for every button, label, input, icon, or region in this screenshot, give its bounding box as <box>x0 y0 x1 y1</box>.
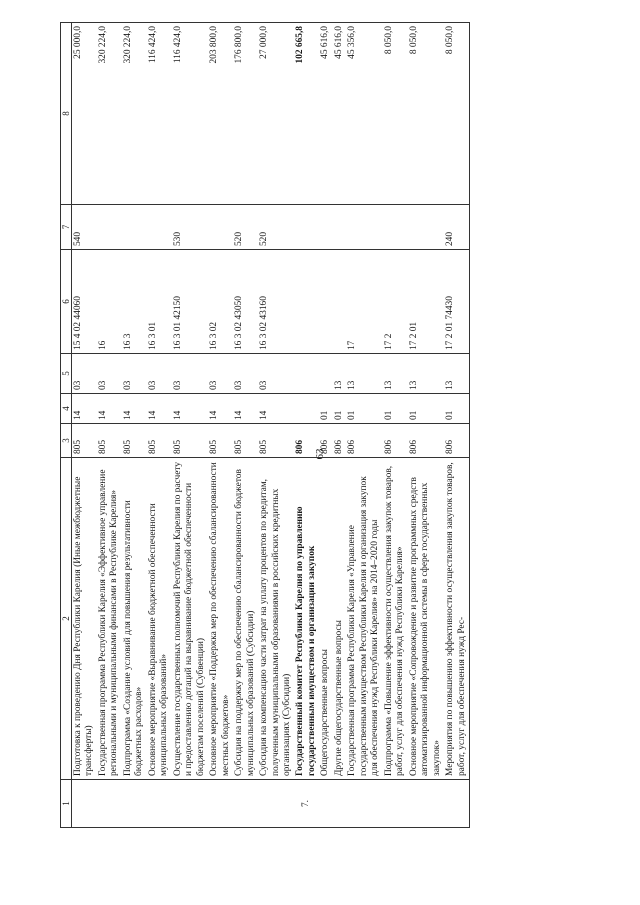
row-subsection: 03 <box>72 354 97 394</box>
row-name: Основное мероприятие «Выравнивание бюджетной обеспеченности муниципальных образований» <box>147 458 172 780</box>
row-expense-type <box>97 205 122 250</box>
col-header-1: 1 <box>61 780 72 828</box>
row-expense-type: 530 <box>172 205 208 250</box>
row-admin-code: 806 <box>346 424 382 458</box>
table-row <box>147 23 172 828</box>
row-section: 14 <box>208 394 233 424</box>
row-admin-code: 805 <box>147 424 172 458</box>
row-section: 14 <box>147 394 172 424</box>
row-section: 01 <box>444 394 469 424</box>
row-expense-type <box>319 205 332 250</box>
row-name: Осуществление государственных полномочий Республики Карелия по расчету и предоставлению дотаций на выравнивание бюджетной обеспеченности бюджетам поселений (Субвенции) <box>172 458 208 780</box>
row-target-item: 16 3 02 <box>208 250 233 354</box>
row-name: Другие общегосударственные вопросы <box>333 458 346 780</box>
row-number <box>258 780 294 828</box>
table-row <box>319 23 332 828</box>
table-row <box>383 23 408 828</box>
row-number <box>319 780 332 828</box>
row-subsection: 13 <box>346 354 382 394</box>
row-target-item: 17 2 01 <box>408 250 444 354</box>
row-subsection: 13 <box>444 354 469 394</box>
table-row <box>333 23 346 828</box>
row-number <box>333 780 346 828</box>
table-row <box>122 23 147 828</box>
row-name: Государственная программа Республики Карелия «Эффективное управление региональными и муниципальными финансами в Республике Карелия» <box>97 458 122 780</box>
row-section: 01 <box>383 394 408 424</box>
row-name: Общегосударственные вопросы <box>319 458 332 780</box>
row-target-item: 15 4 02 44060 <box>72 250 97 354</box>
row-amount: 45 356,0 <box>346 23 382 205</box>
row-amount: 320 224,0 <box>122 23 147 205</box>
col-header-4: 4 <box>61 394 72 424</box>
row-admin-code: 806 <box>383 424 408 458</box>
row-name: Мероприятия по повышению эффективности осуществления закупок товаров, работ, услуг для обеспечения нужд Рес- <box>444 458 469 780</box>
row-section: 14 <box>172 394 208 424</box>
row-number <box>147 780 172 828</box>
row-expense-type <box>294 205 319 250</box>
row-number <box>444 780 469 828</box>
row-subsection: 13 <box>383 354 408 394</box>
row-section: 01 <box>346 394 382 424</box>
row-admin-code: 806 <box>294 424 319 458</box>
row-amount: 27 000,0 <box>258 23 294 205</box>
row-subsection: 03 <box>258 354 294 394</box>
row-number <box>383 780 408 828</box>
row-subsection: 03 <box>233 354 258 394</box>
row-expense-type <box>383 205 408 250</box>
table-row <box>208 23 233 828</box>
row-number <box>97 780 122 828</box>
row-number <box>346 780 382 828</box>
row-amount: 102 665,8 <box>294 23 319 205</box>
col-header-8: 8 <box>61 23 72 205</box>
row-number <box>233 780 258 828</box>
row-expense-type: 520 <box>258 205 294 250</box>
row-number <box>208 780 233 828</box>
row-name: Подготовка к проведению Дня Республики Карелия (Иные межбюджетные трансферты) <box>72 458 97 780</box>
row-expense-type <box>122 205 147 250</box>
row-subsection: 13 <box>408 354 444 394</box>
row-section: 14 <box>258 394 294 424</box>
row-target-item: 16 3 01 42150 <box>172 250 208 354</box>
row-number <box>172 780 208 828</box>
row-section: 01 <box>319 394 332 424</box>
row-amount: 176 800,0 <box>233 23 258 205</box>
row-section: 14 <box>97 394 122 424</box>
row-admin-code: 805 <box>258 424 294 458</box>
row-expense-type: 520 <box>233 205 258 250</box>
row-admin-code: 805 <box>97 424 122 458</box>
row-name: Основное мероприятие «Поддержка мер по обеспечению сбалансированности местных бюджетов» <box>208 458 233 780</box>
row-section: 01 <box>408 394 444 424</box>
table-row <box>172 23 208 828</box>
row-subsection: 03 <box>97 354 122 394</box>
row-admin-code: 805 <box>233 424 258 458</box>
row-subsection: 13 <box>333 354 346 394</box>
row-amount: 320 224,0 <box>97 23 122 205</box>
row-target-item: 17 2 01 74430 <box>444 250 469 354</box>
row-subsection: 03 <box>147 354 172 394</box>
row-admin-code: 805 <box>72 424 97 458</box>
table-row <box>258 23 294 828</box>
row-name: Государственная программа Республики Карелия «Управление государственным имуществом Республики Карелия и организация закупок для обеспечения нужд Республики Карелия» на 2014–2020 годы <box>346 458 382 780</box>
table-row <box>97 23 122 828</box>
row-expense-type <box>333 205 346 250</box>
row-expense-type <box>346 205 382 250</box>
row-admin-code: 806 <box>408 424 444 458</box>
rotated-table-sheet <box>60 26 640 828</box>
row-admin-code: 806 <box>333 424 346 458</box>
row-name: Подпрограмма «Создание условий для повышения результативности бюджетных расходов» <box>122 458 147 780</box>
table-row <box>294 23 319 828</box>
row-number <box>122 780 147 828</box>
row-target-item <box>333 250 346 354</box>
row-admin-code: 805 <box>122 424 147 458</box>
row-amount: 116 424,0 <box>147 23 172 205</box>
row-target-item: 16 3 02 43050 <box>233 250 258 354</box>
col-header-6: 6 <box>61 250 72 354</box>
row-target-item <box>319 250 332 354</box>
row-subsection: 03 <box>172 354 208 394</box>
row-number <box>408 780 444 828</box>
row-admin-code: 806 <box>319 424 332 458</box>
budget-table <box>60 22 470 828</box>
row-amount: 45 616,0 <box>319 23 332 205</box>
row-section <box>294 394 319 424</box>
row-name: Субсидия на компенсацию части затрат на уплату процентов по кредитам, полученным муниципальными образованиями в российских кредитных организациях (Субсидии) <box>258 458 294 780</box>
row-subsection: 03 <box>122 354 147 394</box>
row-target-item: 16 3 01 <box>147 250 172 354</box>
row-expense-type <box>408 205 444 250</box>
row-number <box>72 780 97 828</box>
row-amount: 203 800,0 <box>208 23 233 205</box>
table-row <box>408 23 444 828</box>
row-name: Государственный комитет Республики Карелия по управлению государственным имуществом и организации закупок <box>294 458 319 780</box>
row-admin-code: 806 <box>444 424 469 458</box>
row-number: 7. <box>294 780 319 828</box>
row-target-item <box>294 250 319 354</box>
table-row <box>444 23 469 828</box>
row-target-item: 16 3 <box>122 250 147 354</box>
col-header-5: 5 <box>61 354 72 394</box>
col-header-3: 3 <box>61 424 72 458</box>
row-amount: 116 424,0 <box>172 23 208 205</box>
row-amount: 45 616,0 <box>333 23 346 205</box>
table-row <box>346 23 382 828</box>
page-number: 63 <box>314 448 326 460</box>
row-subsection <box>294 354 319 394</box>
row-amount: 8 050,0 <box>444 23 469 205</box>
row-section: 01 <box>333 394 346 424</box>
row-subsection: 03 <box>208 354 233 394</box>
row-target-item: 16 3 02 43160 <box>258 250 294 354</box>
row-section: 14 <box>72 394 97 424</box>
col-header-7: 7 <box>61 205 72 250</box>
row-section: 14 <box>233 394 258 424</box>
row-name: Подпрограмма «Повышение эффективности осуществления закупок товаров, работ, услуг для обеспечения нужд Республики Карелия» <box>383 458 408 780</box>
row-expense-type: 540 <box>72 205 97 250</box>
header-row <box>61 23 72 828</box>
row-target-item: 16 <box>97 250 122 354</box>
row-expense-type: 240 <box>444 205 469 250</box>
col-header-2: 2 <box>61 458 72 780</box>
row-admin-code: 805 <box>208 424 233 458</box>
row-amount: 25 000,0 <box>72 23 97 205</box>
row-target-item: 17 2 <box>383 250 408 354</box>
row-target-item: 17 <box>346 250 382 354</box>
row-subsection <box>319 354 332 394</box>
table-row <box>233 23 258 828</box>
row-name: Субсидия на поддержку мер по обеспечению сбалансированности бюджетов муниципальных образований (Субсидии) <box>233 458 258 780</box>
row-admin-code: 805 <box>172 424 208 458</box>
row-expense-type <box>208 205 233 250</box>
row-section: 14 <box>122 394 147 424</box>
row-amount: 8 050,0 <box>408 23 444 205</box>
row-name: Основное мероприятие «Сопровождение и развитие программных средств автоматизированной информационной системы в сфере государственных закупок» <box>408 458 444 780</box>
table-row <box>72 23 97 828</box>
row-amount: 8 050,0 <box>383 23 408 205</box>
row-expense-type <box>147 205 172 250</box>
